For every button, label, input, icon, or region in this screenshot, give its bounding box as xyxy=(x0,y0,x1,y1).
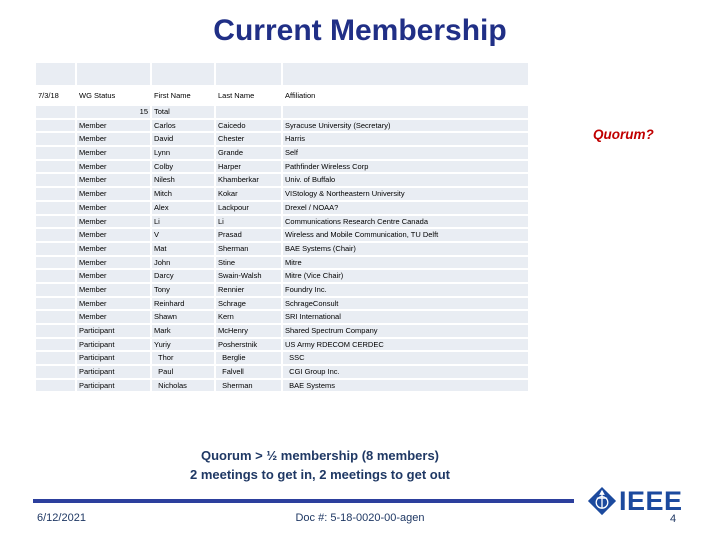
footer-page-number: 4 xyxy=(669,513,677,525)
cell-affiliation: SchrageConsult xyxy=(283,298,528,310)
cell-wg-status: Member xyxy=(77,284,150,296)
quorum-rule-line: Quorum > ½ membership (8 members) xyxy=(200,448,440,463)
table-row xyxy=(36,133,528,145)
cell-affiliation: Univ. of Buffalo xyxy=(283,174,528,186)
cell-wg-status: Member xyxy=(77,216,150,228)
table-row xyxy=(36,257,528,269)
total-count: 15 xyxy=(77,106,150,118)
cell-last-name: Lackpour xyxy=(216,202,281,214)
cell-first-name: V xyxy=(152,229,214,241)
cell-first-name: Paul xyxy=(152,366,214,378)
cell-wg-status: Member xyxy=(77,120,150,132)
cell-last-name: McHenry xyxy=(216,325,281,337)
table-row xyxy=(36,270,528,282)
cell-affiliation: Communications Research Centre Canada xyxy=(283,216,528,228)
cell-wg-status: Member xyxy=(77,188,150,200)
table-row xyxy=(36,380,528,392)
cell-date xyxy=(36,161,75,173)
cell-first-name: Mark xyxy=(152,325,214,337)
table-row xyxy=(36,339,528,351)
header-affiliation: Affiliation xyxy=(283,87,528,104)
cell-date xyxy=(36,352,75,364)
band-cell xyxy=(283,63,528,85)
membership-table xyxy=(36,63,528,393)
header-date: 7/3/18 xyxy=(36,87,75,104)
cell-last-name: Schrage xyxy=(216,298,281,310)
header-wg-status: WG Status xyxy=(77,87,150,104)
cell-wg-status: Member xyxy=(77,202,150,214)
table-row xyxy=(36,161,528,173)
cell-date xyxy=(36,188,75,200)
cell-affiliation: Foundry Inc. xyxy=(283,284,528,296)
cell-first-name: Darcy xyxy=(152,270,214,282)
footer-doc-number: Doc #: 5-18-0020-00-agen xyxy=(295,512,425,524)
header-last-name: Last Name xyxy=(216,87,281,104)
cell-last-name: Swain-Walsh xyxy=(216,270,281,282)
band-cell xyxy=(152,63,214,85)
cell-date xyxy=(36,270,75,282)
cell-first-name: Colby xyxy=(152,161,214,173)
table-row xyxy=(36,366,528,378)
cell-first-name: Nilesh xyxy=(152,174,214,186)
footer-divider xyxy=(33,499,574,503)
cell-last-name: Sherman xyxy=(216,243,281,255)
cell-wg-status: Member xyxy=(77,161,150,173)
cell-wg-status: Member xyxy=(77,311,150,323)
cell-last-name: Harper xyxy=(216,161,281,173)
cell-last-name: Kokar xyxy=(216,188,281,200)
table-row xyxy=(36,311,528,323)
cell-date xyxy=(36,298,75,310)
table-row xyxy=(36,298,528,310)
cell-affiliation: BAE Systems (Chair) xyxy=(283,243,528,255)
cell-date xyxy=(36,120,75,132)
cell-affiliation: VIStology & Northeastern University xyxy=(283,188,528,200)
table-row xyxy=(36,229,528,241)
cell-wg-status: Member xyxy=(77,257,150,269)
total-label: Total xyxy=(152,106,214,118)
total-empty-cell xyxy=(216,106,281,118)
quorum-question-label: Quorum? xyxy=(593,127,654,142)
cell-first-name: Lynn xyxy=(152,147,214,159)
cell-date xyxy=(36,325,75,337)
table-body xyxy=(36,120,528,392)
cell-first-name: David xyxy=(152,133,214,145)
cell-wg-status: Participant xyxy=(77,339,150,351)
table-row xyxy=(36,352,528,364)
cell-affiliation: SRI International xyxy=(283,311,528,323)
quorum-summary xyxy=(0,446,640,484)
cell-affiliation: Mitre xyxy=(283,257,528,269)
cell-last-name: Kern xyxy=(216,311,281,323)
cell-affiliation: BAE Systems xyxy=(283,380,528,392)
cell-date xyxy=(36,229,75,241)
cell-affiliation: Mitre (Vice Chair) xyxy=(283,270,528,282)
cell-first-name: Reinhard xyxy=(152,298,214,310)
cell-affiliation: Shared Spectrum Company xyxy=(283,325,528,337)
cell-wg-status: Member xyxy=(77,133,150,145)
cell-wg-status: Participant xyxy=(77,325,150,337)
cell-wg-status: Participant xyxy=(77,352,150,364)
cell-date xyxy=(36,339,75,351)
meetings-rule-line: 2 meetings to get in, 2 meetings to get out xyxy=(189,467,451,482)
header-first-name: First Name xyxy=(152,87,214,104)
cell-first-name: Yuriy xyxy=(152,339,214,351)
cell-last-name: Falvell xyxy=(216,366,281,378)
cell-date xyxy=(36,311,75,323)
total-date-cell xyxy=(36,106,75,118)
cell-first-name: Shawn xyxy=(152,311,214,323)
table-band-row xyxy=(36,63,528,85)
table-row xyxy=(36,284,528,296)
cell-date xyxy=(36,243,75,255)
cell-first-name: Nicholas xyxy=(152,380,214,392)
ieee-logo xyxy=(587,486,683,516)
cell-affiliation: Harris xyxy=(283,133,528,145)
band-cell xyxy=(36,63,75,85)
table-row xyxy=(36,243,528,255)
cell-last-name: Grande xyxy=(216,147,281,159)
table-header-row xyxy=(36,87,528,104)
band-cell xyxy=(216,63,281,85)
ieee-logo-text: IEEE xyxy=(619,486,683,516)
cell-affiliation: Pathfinder Wireless Corp xyxy=(283,161,528,173)
cell-first-name: Tony xyxy=(152,284,214,296)
cell-wg-status: Member xyxy=(77,174,150,186)
table-row xyxy=(36,202,528,214)
cell-first-name: Li xyxy=(152,216,214,228)
cell-wg-status: Member xyxy=(77,270,150,282)
footer-date: 6/12/2021 xyxy=(37,512,86,524)
cell-first-name: Mitch xyxy=(152,188,214,200)
table-row xyxy=(36,188,528,200)
cell-first-name: John xyxy=(152,257,214,269)
cell-wg-status: Member xyxy=(77,147,150,159)
cell-first-name: Carlos xyxy=(152,120,214,132)
cell-date xyxy=(36,202,75,214)
cell-wg-status: Member xyxy=(77,298,150,310)
cell-affiliation: US Army RDECOM CERDEC xyxy=(283,339,528,351)
cell-wg-status: Member xyxy=(77,229,150,241)
table-row xyxy=(36,147,528,159)
cell-date xyxy=(36,133,75,145)
cell-affiliation: Drexel / NOAA? xyxy=(283,202,528,214)
cell-affiliation: Self xyxy=(283,147,528,159)
cell-date xyxy=(36,366,75,378)
cell-date xyxy=(36,174,75,186)
cell-affiliation: Syracuse University (Secretary) xyxy=(283,120,528,132)
cell-date xyxy=(36,216,75,228)
band-cell xyxy=(77,63,150,85)
cell-date xyxy=(36,284,75,296)
table-row xyxy=(36,174,528,186)
ieee-diamond-icon xyxy=(587,486,617,516)
table-row xyxy=(36,216,528,228)
cell-date xyxy=(36,257,75,269)
cell-first-name: Mat xyxy=(152,243,214,255)
cell-wg-status: Participant xyxy=(77,366,150,378)
cell-date xyxy=(36,147,75,159)
table-row xyxy=(36,120,528,132)
cell-affiliation: SSC xyxy=(283,352,528,364)
cell-first-name: Thor xyxy=(152,352,214,364)
cell-last-name: Chester xyxy=(216,133,281,145)
cell-last-name: Rennier xyxy=(216,284,281,296)
cell-wg-status: Participant xyxy=(77,380,150,392)
total-empty-cell xyxy=(283,106,528,118)
cell-last-name: Prasad xyxy=(216,229,281,241)
table-row xyxy=(36,325,528,337)
cell-last-name: Berglie xyxy=(216,352,281,364)
cell-last-name: Caicedo xyxy=(216,120,281,132)
cell-affiliation: CGI Group Inc. xyxy=(283,366,528,378)
cell-date xyxy=(36,380,75,392)
cell-affiliation: Wireless and Mobile Communication, TU Delft xyxy=(283,229,528,241)
cell-first-name: Alex xyxy=(152,202,214,214)
cell-last-name: Stine xyxy=(216,257,281,269)
cell-last-name: Sherman xyxy=(216,380,281,392)
page-title: Current Membership xyxy=(213,14,507,47)
cell-last-name: Posherstnik xyxy=(216,339,281,351)
cell-wg-status: Member xyxy=(77,243,150,255)
cell-last-name: Li xyxy=(216,216,281,228)
table-total-row xyxy=(36,106,528,118)
cell-last-name: Khamberkar xyxy=(216,174,281,186)
